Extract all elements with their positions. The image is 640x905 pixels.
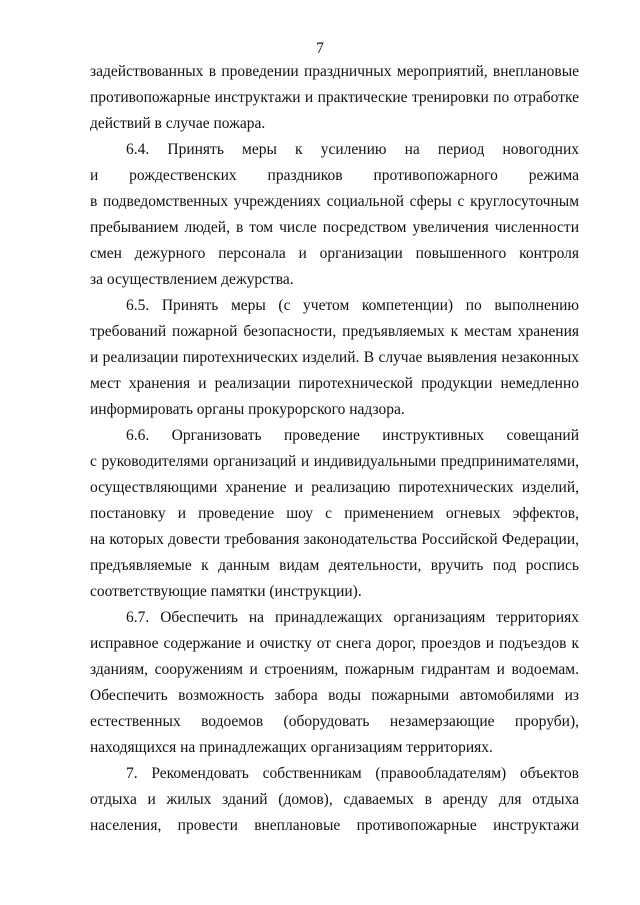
- text-line: мест хранения и реализации пиротехнической продукции немедленно: [90, 375, 579, 392]
- text-line: действий в случае пожара.: [90, 115, 266, 132]
- text-line: отдыха и жилых зданий (домов), сдаваемых в аренду для отдыха: [90, 791, 579, 808]
- text-line: задействованных в проведении праздничных мероприятий, внеплановые: [90, 63, 579, 80]
- text-line: населения, провести внеплановые противопожарные инструктажи: [90, 817, 579, 834]
- text-line: за осуществлением дежурства.: [90, 271, 294, 288]
- page-number: 7: [316, 40, 324, 57]
- text-line: смен дежурного персонала и организации повышенного контроля: [90, 245, 579, 262]
- text-line: зданиям, сооружениям и строениям, пожарным гидрантам и водоемам.: [90, 661, 579, 678]
- text-line: и рождественских праздников противопожарного режима: [90, 167, 579, 184]
- text-line: постановку и проведение шоу с применением огневых эффектов,: [90, 505, 579, 522]
- text-line: естественных водоемов (оборудовать незамерзающие проруби),: [90, 713, 579, 730]
- text-line: и реализации пиротехнических изделий. В случае выявления незаконных: [90, 349, 579, 366]
- paragraph-6-4: [90, 137, 579, 293]
- document-body: [90, 59, 579, 839]
- text-line: в подведомственных учреждениях социальной сферы с круглосуточным: [90, 193, 579, 210]
- text-line: требований пожарной безопасности, предъявляемых к местам хранения: [90, 323, 579, 340]
- text-line: с руководителями организаций и индивидуальными предпринимателями,: [90, 453, 579, 470]
- paragraph-6-6: [90, 423, 579, 605]
- text-line: 6.4. Принять меры к усилению на период новогодних: [126, 141, 579, 158]
- paragraph-6-5: [90, 293, 579, 423]
- text-line: находящихся на принадлежащих организациям территориях.: [90, 739, 493, 756]
- text-line: осуществляющими хранение и реализацию пиротехнических изделий,: [90, 479, 579, 496]
- text-line: 7. Рекомендовать собственникам (правообладателям) объектов: [126, 765, 579, 782]
- text-line: 6.6. Организовать проведение инструктивных совещаний: [126, 427, 579, 444]
- text-line: на которых довести требования законодательства Российской Федерации,: [90, 531, 579, 548]
- text-line: противопожарные инструктажи и практические тренировки по отработке: [90, 89, 579, 106]
- text-line: 6.5. Принять меры (с учетом компетенции) по выполнению: [126, 297, 579, 314]
- text-line: Обеспечить возможность забора воды пожарными автомобилями из: [90, 687, 579, 704]
- text-line: исправное содержание и очистку от снега дорог, проездов и подъездов к: [90, 635, 579, 652]
- text-line: предъявляемые к данным видам деятельности, вручить под роспись: [90, 557, 579, 574]
- paragraph-continuation: [90, 59, 579, 137]
- text-line: 6.7. Обеспечить на принадлежащих организациям территориях: [126, 609, 579, 626]
- paragraph-6-7: [90, 605, 579, 761]
- text-line: пребыванием людей, в том числе посредством увеличения численности: [90, 219, 579, 236]
- paragraph-7: [90, 761, 579, 839]
- text-line: информировать органы прокурорского надзора.: [90, 401, 405, 418]
- text-line: соответствующие памятки (инструкции).: [90, 583, 362, 600]
